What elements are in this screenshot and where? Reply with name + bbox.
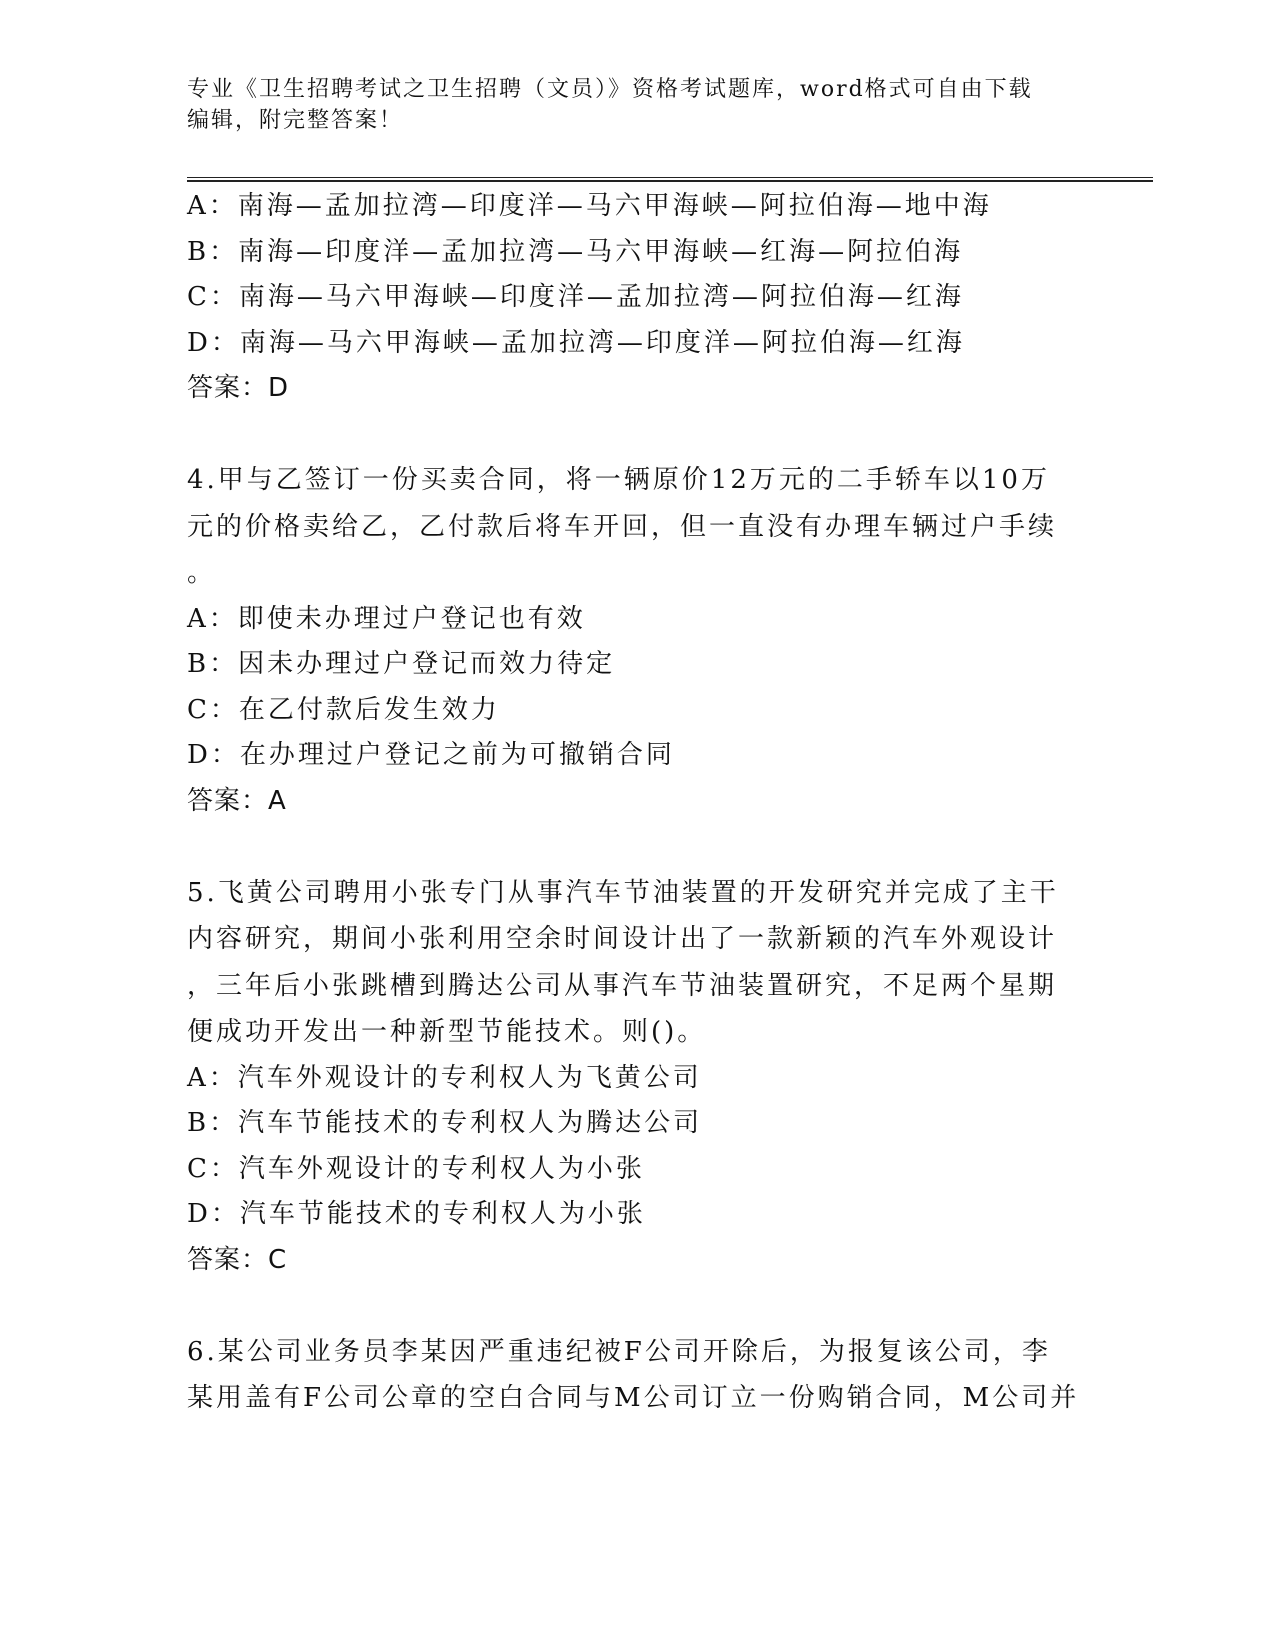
option-a: A：汽车外观设计的专利权人为飞黄公司: [187, 1062, 702, 1093]
question-text-line: 5.飞黄公司聘用小张专门从事汽车节油装置的开发研究并完成了主干: [187, 877, 1059, 908]
question-text-line: 便成功开发出一种新型节能技术。则()。: [187, 1017, 707, 1047]
header-line-1: 专业《卫生招聘考试之卫生招聘（文员）》资格考试题库，word格式可自由下载: [187, 77, 1033, 102]
spacer: [187, 824, 1087, 870]
option-d: D：在办理过户登记之前为可撤销合同: [187, 740, 675, 770]
answer: 答案：D: [187, 373, 290, 403]
document-body: [187, 184, 1087, 1422]
question-3: [187, 184, 1087, 412]
question-text-line: 6.某公司业务员李某因严重违纪被F公司开除后，为报复该公司，李: [187, 1336, 1051, 1367]
header-line-2: 编辑，附完整答案！: [187, 108, 404, 133]
question-text-line: 4.甲与乙签订一份买卖合同，将一辆原价12万元的二手轿车以10万: [187, 465, 1050, 495]
spacer: [187, 1283, 1087, 1329]
question-5: [187, 870, 1087, 1284]
question-6: [187, 1329, 1087, 1422]
option-b: B：南海—印度洋—孟加拉湾—马六甲海峡—红海—阿拉伯海: [187, 236, 964, 267]
option-d: D：南海—马六甲海峡—孟加拉湾—印度洋—阿拉伯海—红海: [187, 327, 965, 358]
option-a: A：即使未办理过户登记也有效: [187, 603, 586, 634]
header-divider: [187, 177, 1153, 182]
answer: 答案：C: [187, 1244, 288, 1275]
question-text-line: 。: [187, 558, 217, 588]
option-c: C：在乙付款后发生效力: [187, 694, 500, 725]
option-c: C：南海—马六甲海峡—印度洋—孟加拉湾—阿拉伯海—红海: [187, 282, 964, 312]
option-c: C：汽车外观设计的专利权人为小张: [187, 1153, 645, 1184]
spacer: [187, 412, 1087, 458]
question-text-line: 某用盖有F公司公章的空白合同与M公司订立一份购销合同，M公司并: [187, 1383, 1080, 1413]
question-text-line: 元的价格卖给乙，乙付款后将车开回，但一直没有办理车辆过户手续: [187, 511, 1058, 542]
page-header: [187, 74, 1087, 136]
option-d: D：汽车节能技术的专利权人为小张: [187, 1199, 646, 1229]
answer: 答案：A: [187, 785, 287, 816]
question-text-line: ，三年后小张跳槽到腾达公司从事汽车节油装置研究，不足两个星期: [187, 970, 1058, 1001]
option-a: A：南海—孟加拉湾—印度洋—马六甲海峡—阿拉伯海—地中海: [187, 191, 992, 221]
option-b: B：汽车节能技术的专利权人为腾达公司: [187, 1108, 703, 1138]
option-b: B：因未办理过户登记而效力待定: [187, 649, 616, 679]
question-4: [187, 457, 1087, 824]
question-text-line: 内容研究，期间小张利用空余时间设计出了一款新颖的汽车外观设计: [187, 924, 1058, 954]
